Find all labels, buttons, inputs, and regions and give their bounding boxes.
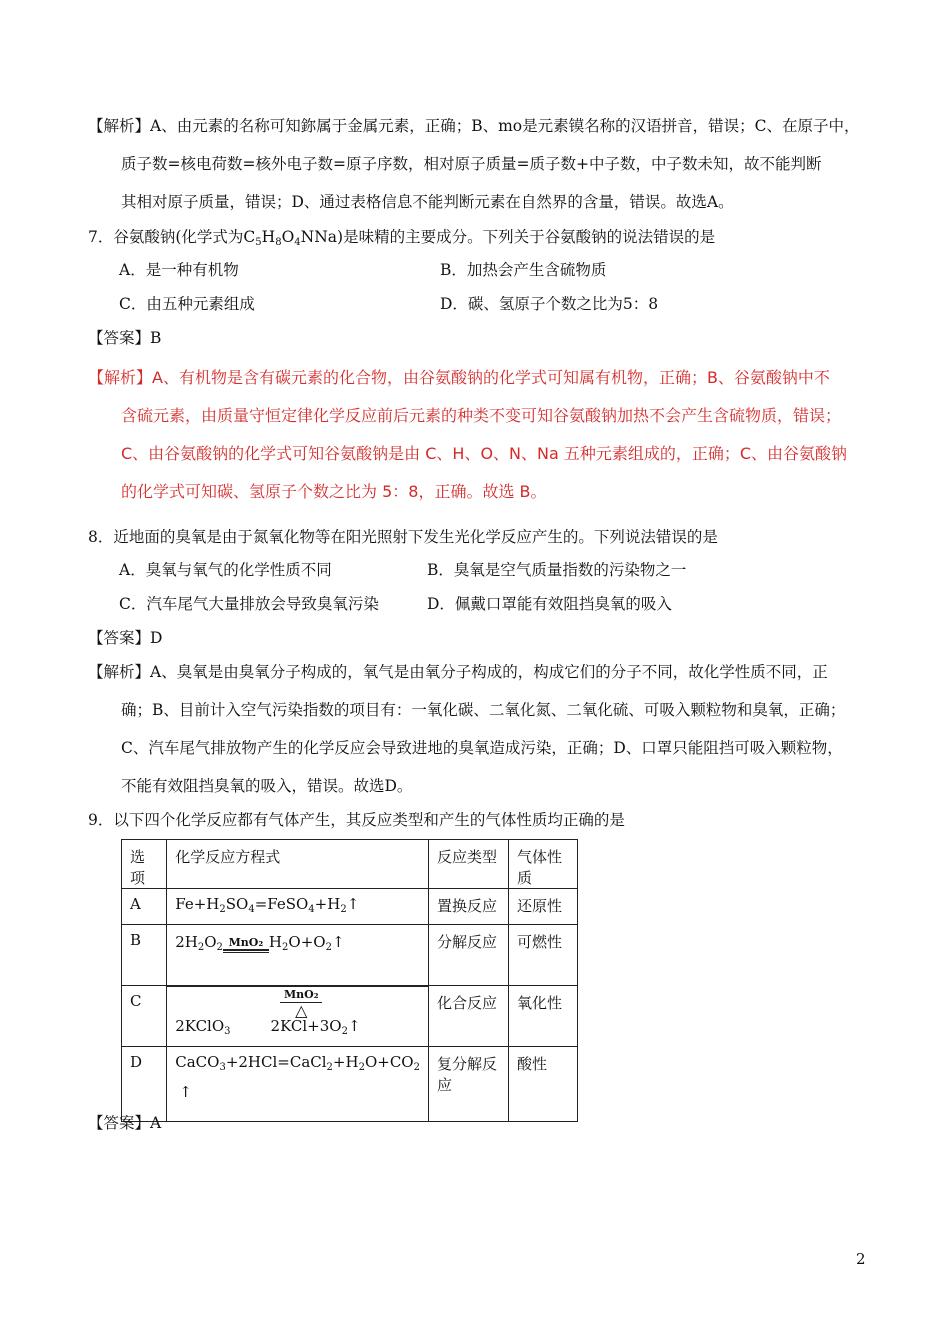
q9-answer: 【答案】A — [88, 1114, 162, 1132]
table-row — [122, 925, 578, 986]
row-equation: $2H_2O_2$ MnO₂ $H_2O+O_2↑$ — [167, 925, 429, 986]
header-gas-property: 气体性质 — [509, 840, 578, 889]
q7-option-a: A．是一种有机物 — [119, 261, 239, 279]
q8-analysis-line-1: 【解析】A、臭氧是由臭氧分子构成的，氧气是由氧分子构成的，构成它们的分子不同，故化学性质不同，正 — [88, 663, 828, 681]
q8-analysis-line-3: C、汽车尾气排放物产生的化学反应会导致进地的臭氧造成污染，正确；D、口罩只能阻挡可吸入颗粒物， — [121, 739, 843, 757]
catalyst-arrow: MnO₂ — [223, 937, 269, 953]
q7-option-c: C．由五种元素组成 — [119, 295, 255, 313]
q8-option-a: A．臭氧与氧气的化学性质不同 — [119, 561, 332, 579]
q7-analysis-line-4: 的化学式可知碳、氢原子个数之比为 5：8，正确。故选 B。 — [121, 482, 547, 501]
table-header-row — [122, 840, 578, 889]
row-option: A — [122, 889, 167, 925]
q8-stem: 8．近地面的臭氧是由于氮氧化物等在阳光照射下发生光化学反应产生的。下列说法错误的是 — [88, 528, 718, 546]
q7-analysis-line-2: 含硫元素，由质量守恒定律化学反应前后元素的种类不变可知谷氨酸钠加热不会产生含硫物质，错误； — [121, 406, 842, 425]
row-gas-property: 还原性 — [509, 889, 578, 925]
q7-answer: 【答案】B — [88, 329, 162, 347]
table-row — [122, 986, 578, 1047]
row-reaction-type: 化合反应 — [428, 986, 508, 1047]
q9-table — [121, 839, 578, 1122]
q8-option-d: D．佩戴口罩能有效阻挡臭氧的吸入 — [427, 595, 672, 613]
header-equation: 化学反应方程式 — [167, 840, 429, 889]
catalyst-arrow: MnO₂ △ — [280, 988, 322, 1019]
row-equation: MnO₂ △ 2KClO$_3$ $2KCl+3O_2↑$ — [167, 986, 429, 1047]
row-option: D — [122, 1047, 167, 1122]
table-row — [122, 1047, 578, 1122]
row-gas-property: 酸性 — [509, 1047, 578, 1122]
equation-top-rule — [167, 986, 428, 987]
q7-analysis-line-3: C、由谷氨酸钠的化学式可知谷氨酸钠是由 C、H、O、N、Na 五种元素组成的，正确；C、由谷氨酸钠 — [121, 444, 848, 463]
page-number: 2 — [856, 1250, 866, 1268]
header-option: 选项 — [122, 840, 167, 889]
q8-analysis-line-4: 不能有效阻挡臭氧的吸入，错误。故选D。 — [121, 777, 413, 795]
row-equation: $Fe+H_2SO_4=FeSO_4+H_2↑$ — [167, 889, 429, 925]
row-gas-property: 氧化性 — [509, 986, 578, 1047]
q6-analysis-line-1: 【解析】A、由元素的名称可知鉨属于金属元素，正确；B、mo是元素镆名称的汉语拼音，错误；C、在原子中， — [88, 117, 860, 135]
q8-option-c: C．汽车尾气大量排放会导致臭氧污染 — [119, 595, 379, 613]
row-reaction-type: 置换反应 — [428, 889, 508, 925]
table-row — [122, 889, 578, 925]
row-option: B — [122, 925, 167, 986]
q8-analysis-line-2: 确；B、目前计入空气污染指数的项目有：一氧化碳、二氧化氮、二氧化硫、可吸入颗粒物和臭氧，正确； — [121, 701, 846, 719]
row-equation: $CaCO_3+2HCl=CaCl_2+H_2O+CO_2$ ↑ — [167, 1047, 429, 1122]
header-reaction-type: 反应类型 — [428, 840, 508, 889]
q6-analysis-line-3: 其相对原子质量，错误；D、通过表格信息不能判断元素在自然界的含量，错误。故选A。 — [121, 193, 734, 211]
q7-option-b: B．加热会产生含硫物质 — [440, 261, 607, 279]
q7-analysis-line-1: 【解析】A、有机物是含有碳元素的化合物，由谷氨酸钠的化学式可知属有机物，正确；B、谷氨酸钠中不 — [88, 368, 830, 387]
row-reaction-type: 分解反应 — [428, 925, 508, 986]
q6-analysis-line-2: 质子数=核电荷数=核外电子数=原子序数，相对原子质量=质子数+中子数，中子数未知，故不能判断 — [121, 155, 822, 173]
q9-stem: 9．以下四个化学反应都有气体产生，其反应类型和产生的气体性质均正确的是 — [88, 811, 625, 829]
row-reaction-type: 复分解反应 — [428, 1047, 508, 1122]
q8-answer: 【答案】D — [88, 629, 163, 647]
q7-stem: 7．谷氨酸钠(化学式为$C_5H_8O_4NNa$)是味精的主要成分。下列关于谷氨酸钠的说法错误的是 — [88, 228, 716, 248]
row-option: C — [122, 986, 167, 1047]
row-gas-property: 可燃性 — [509, 925, 578, 986]
q7-option-d: D．碳、氢原子个数之比为5：8 — [440, 295, 659, 313]
q8-option-b: B．臭氧是空气质量指数的污染物之一 — [427, 561, 687, 579]
